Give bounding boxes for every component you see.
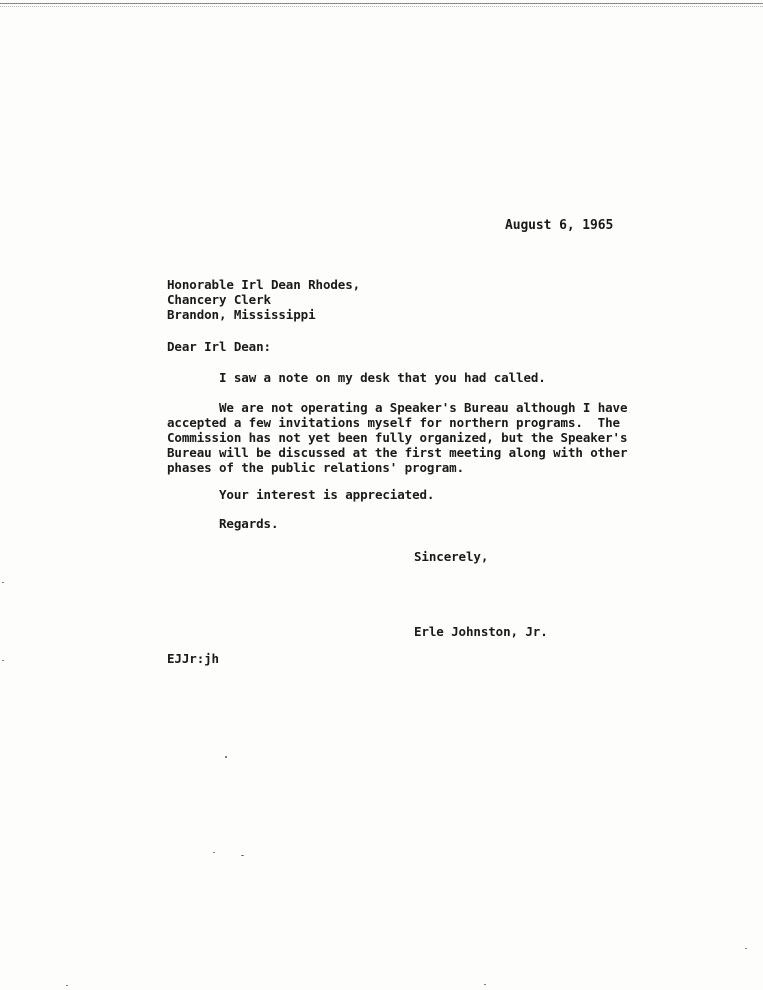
paragraph-2-line-3: Commission has not yet been fully organized, but the Speaker's [167,430,628,445]
paragraph-3-line-1: Your interest is appreciated. [219,487,435,502]
scan-speck [241,855,244,856]
top-edge-dotted-rule [0,6,763,7]
paragraph-2-line-2: accepted a few invitations myself for northern programs. The [167,415,620,430]
recipient-title: Chancery Clerk [167,292,271,307]
scan-speck [66,985,68,986]
signature-name: Erle Johnston, Jr. [414,624,548,639]
scan-speck [213,852,215,853]
letter-date: August 6, 1965 [505,218,614,233]
recipient-name: Honorable Irl Dean Rhodes, [167,277,361,292]
paragraph-1-line-1: I saw a note on my desk that you had called. [219,370,546,385]
paragraph-2-line-1: We are not operating a Speaker's Bureau although I have [219,400,628,415]
scan-speck [484,984,486,985]
scan-speck [225,756,227,758]
salutation: Dear Irl Dean: [167,339,271,354]
scan-speck [2,660,4,661]
paragraph-2-line-4: Bureau will be discussed at the first meeting along with other [167,445,628,460]
top-edge-rule [0,3,763,4]
scan-speck [745,948,747,949]
paragraph-4-line-1: Regards. [219,516,279,531]
closing: Sincerely, [414,549,489,564]
reference-initials: EJJr:jh [167,651,219,666]
recipient-location: Brandon, Mississippi [167,307,316,322]
scan-speck [2,582,4,583]
paragraph-2-line-5: phases of the public relations' program. [167,460,465,475]
